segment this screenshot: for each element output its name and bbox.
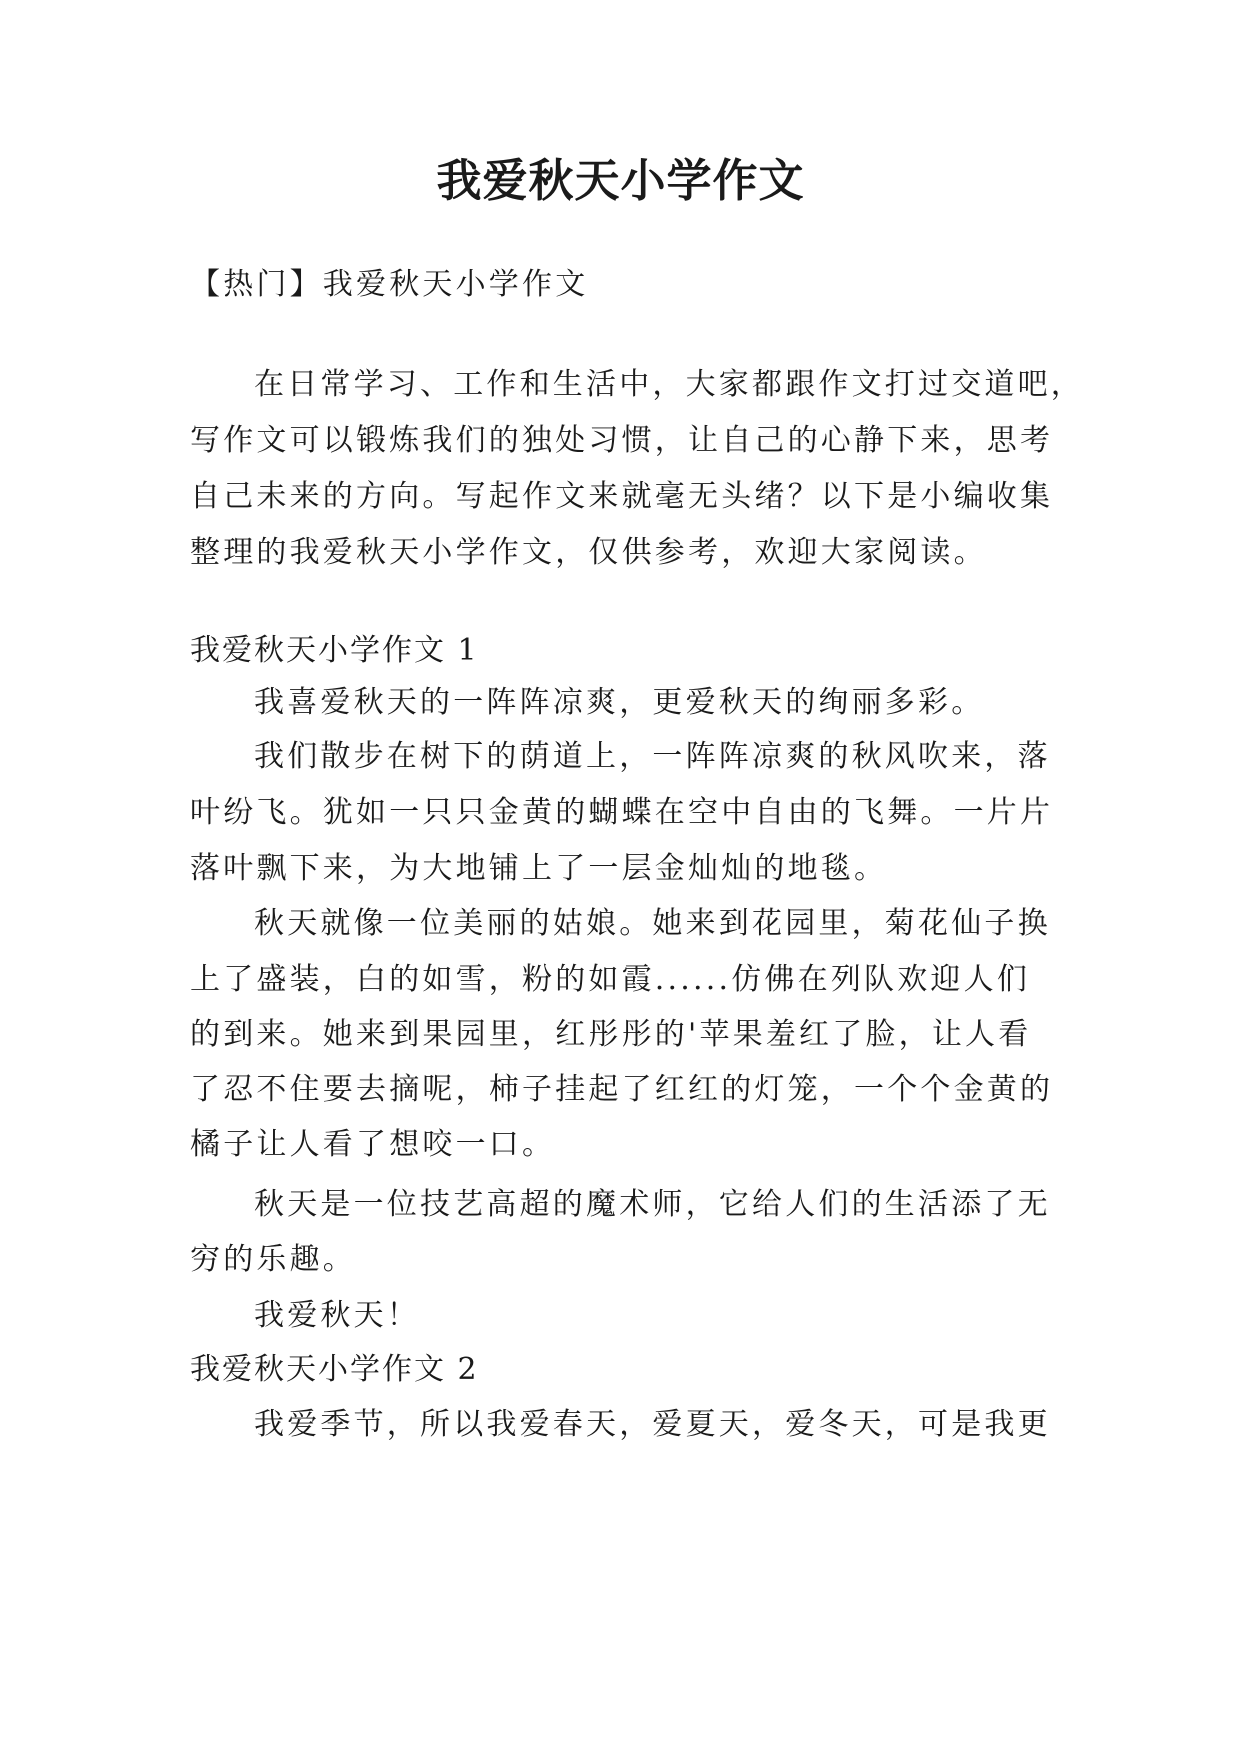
intro-line: 在日常学习、工作和生活中，大家都跟作文打过交道吧， — [254, 367, 1084, 402]
essay-1-line: 落叶飘下来，为大地铺上了一层金灿灿的地毯。 — [190, 851, 888, 886]
essay-1-line: 了忍不住要去摘呢，柿子挂起了红红的灯笼，一个个金黄的 — [190, 1072, 1054, 1107]
essay-1-line: 橘子让人看了想咬一口。 — [190, 1127, 556, 1162]
tag-line: 【热门】我爱秋天小学作文 — [190, 267, 589, 302]
essay-1-line: 秋天是一位技艺高超的魔术师，它给人们的生活添了无 — [254, 1187, 1051, 1222]
essay-1-line: 穷的乐趣。 — [190, 1242, 356, 1277]
intro-line: 自己未来的方向。写起作文来就毫无头绪？以下是小编收集 — [190, 479, 1054, 514]
essay-1-line: 上了盛装，白的如雪，粉的如霞......仿佛在列队欢迎人们 — [190, 962, 1031, 997]
page-title: 我爱秋天小学作文 — [436, 154, 805, 207]
essay-1-line: 我们散步在树下的荫道上，一阵阵凉爽的秋风吹来，落 — [254, 739, 1051, 774]
essay-1-line: 我爱秋天！ — [254, 1298, 420, 1333]
essay-2-line: 我爱季节，所以我爱春天，爱夏天，爱冬天，可是我更 — [254, 1407, 1051, 1442]
essay-1-line: 叶纷飞。犹如一只只金黄的蝴蝶在空中自由的飞舞。一片片 — [190, 795, 1054, 830]
intro-line: 整理的我爱秋天小学作文，仅供参考，欢迎大家阅读。 — [190, 535, 987, 570]
essay-1-line: 我喜爱秋天的一阵阵凉爽，更爱秋天的绚丽多彩。 — [254, 685, 985, 720]
essay-1-line: 秋天就像一位美丽的姑娘。她来到花园里，菊花仙子换 — [254, 906, 1051, 941]
essay-2-heading: 我爱秋天小学作文 2 — [190, 1352, 479, 1387]
intro-line: 写作文可以锻炼我们的独处习惯，让自己的心静下来，思考 — [190, 423, 1054, 458]
essay-1-line: 的到来。她来到果园里，红彤彤的'苹果羞红了脸，让人看 — [190, 1017, 1032, 1052]
essay-1-heading: 我爱秋天小学作文 1 — [190, 633, 479, 668]
